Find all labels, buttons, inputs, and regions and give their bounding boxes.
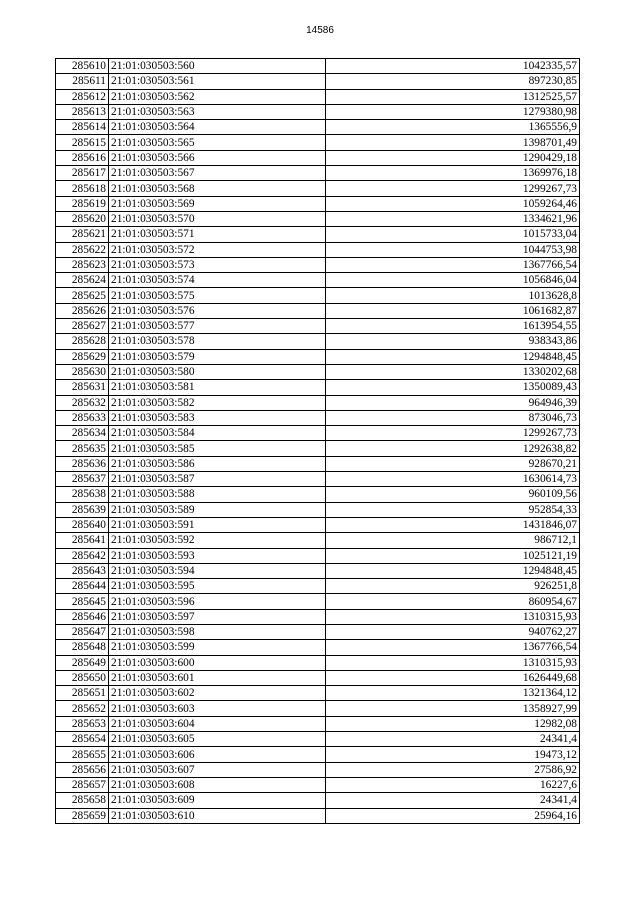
cadastral-value-cell: 1358927,99 [326,701,580,716]
row-number-cell: 285613 [56,104,109,119]
row-number-cell: 285638 [56,487,109,502]
table-row [56,273,580,288]
cadastral-value-cell: 860954,67 [326,594,580,609]
cadastral-number-cell: 21:01:030503:603 [109,701,326,716]
cadastral-number-cell: 21:01:030503:576 [109,303,326,318]
row-number-cell: 285632 [56,395,109,410]
table-row [56,563,580,578]
row-number-cell: 285616 [56,150,109,165]
table-row [56,319,580,334]
cadastral-number-cell: 21:01:030503:593 [109,548,326,563]
cadastral-number-cell: 21:01:030503:560 [109,59,326,74]
row-number-cell: 285615 [56,135,109,150]
cadastral-number-cell: 21:01:030503:570 [109,211,326,226]
cadastral-value-cell: 12982,08 [326,716,580,731]
page-number: 14586 [306,25,334,36]
cadastral-value-cell: 1061682,87 [326,303,580,318]
table-row [56,288,580,303]
row-number-cell: 285639 [56,502,109,517]
cadastral-number-cell: 21:01:030503:566 [109,150,326,165]
row-number-cell: 285622 [56,242,109,257]
cadastral-number-cell: 21:01:030503:580 [109,364,326,379]
row-number-cell: 285650 [56,670,109,685]
table-row [56,395,580,410]
table-row [56,472,580,487]
cadastral-value-cell: 19473,12 [326,747,580,762]
cadastral-number-cell: 21:01:030503:592 [109,533,326,548]
cadastral-value-cell: 873046,73 [326,410,580,425]
row-number-cell: 285641 [56,533,109,548]
cadastral-value-cell: 16227,6 [326,777,580,792]
row-number-cell: 285628 [56,334,109,349]
table-row [56,762,580,777]
cadastral-value-cell: 1056846,04 [326,273,580,288]
row-number-cell: 285634 [56,426,109,441]
table-row [56,380,580,395]
cadastral-number-cell: 21:01:030503:584 [109,426,326,441]
row-number-cell: 285627 [56,319,109,334]
row-number-cell: 285633 [56,410,109,425]
table-row [56,609,580,624]
cadastral-value-cell: 960109,56 [326,487,580,502]
cadastral-number-cell: 21:01:030503:568 [109,181,326,196]
table-row [56,747,580,762]
cadastral-number-cell: 21:01:030503:600 [109,655,326,670]
table-row [56,59,580,74]
cadastral-value-cell: 1059264,46 [326,196,580,211]
cadastral-value-cell: 24341,4 [326,793,580,808]
row-number-cell: 285612 [56,89,109,104]
table-row [56,74,580,89]
table-row [56,732,580,747]
cadastral-number-cell: 21:01:030503:596 [109,594,326,609]
row-number-cell: 285644 [56,579,109,594]
row-number-cell: 285643 [56,563,109,578]
cadastral-number-cell: 21:01:030503:598 [109,624,326,639]
row-number-cell: 285654 [56,732,109,747]
cadastral-value-cell: 1367766,54 [326,257,580,272]
row-number-cell: 285623 [56,257,109,272]
row-number-cell: 285651 [56,686,109,701]
cadastral-value-cell: 964946,39 [326,395,580,410]
cadastral-number-cell: 21:01:030503:572 [109,242,326,257]
table-row [56,701,580,716]
table-row [56,533,580,548]
table-row [56,410,580,425]
cadastral-value-cell: 926251,8 [326,579,580,594]
cadastral-value-cell: 1044753,98 [326,242,580,257]
row-number-cell: 285626 [56,303,109,318]
table-row [56,456,580,471]
cadastral-value-cell: 1294848,45 [326,349,580,364]
table-row [56,104,580,119]
cadastral-value-cell: 24341,4 [326,732,580,747]
cadastral-value-cell: 1292638,82 [326,441,580,456]
row-number-cell: 285618 [56,181,109,196]
cadastral-value-cell: 1367766,54 [326,640,580,655]
row-number-cell: 285637 [56,472,109,487]
cadastral-number-cell: 21:01:030503:601 [109,670,326,685]
cadastral-number-cell: 21:01:030503:591 [109,517,326,532]
cadastral-number-cell: 21:01:030503:583 [109,410,326,425]
row-number-cell: 285648 [56,640,109,655]
table-row [56,181,580,196]
table-row [56,716,580,731]
table-row [56,793,580,808]
cadastral-number-cell: 21:01:030503:574 [109,273,326,288]
cadastral-value-cell: 1613954,55 [326,319,580,334]
cadastral-number-cell: 21:01:030503:605 [109,732,326,747]
cadastral-value-cell: 1025121,19 [326,548,580,563]
row-number-cell: 285630 [56,364,109,379]
cadastral-number-cell: 21:01:030503:581 [109,380,326,395]
cadastral-number-cell: 21:01:030503:561 [109,74,326,89]
cadastral-value-cell: 1350089,43 [326,380,580,395]
table-row [56,166,580,181]
table-row [56,334,580,349]
table-row [56,426,580,441]
cadastral-number-cell: 21:01:030503:607 [109,762,326,777]
cadastral-value-cell: 1321364,12 [326,686,580,701]
cadastral-number-cell: 21:01:030503:582 [109,395,326,410]
cadastral-number-cell: 21:01:030503:606 [109,747,326,762]
cadastral-value-cell: 897230,85 [326,74,580,89]
cadastral-value-cell: 1398701,49 [326,135,580,150]
table-row [56,242,580,257]
cadastral-number-cell: 21:01:030503:597 [109,609,326,624]
cadastral-value-cell: 27586,92 [326,762,580,777]
cadastral-number-cell: 21:01:030503:604 [109,716,326,731]
cadastral-value-cell: 938343,86 [326,334,580,349]
table-row [56,686,580,701]
table-row [56,655,580,670]
cadastral-value-cell: 1365556,9 [326,120,580,135]
cadastral-value-cell: 1299267,73 [326,181,580,196]
cadastral-number-cell: 21:01:030503:599 [109,640,326,655]
table-row [56,579,580,594]
row-number-cell: 285647 [56,624,109,639]
table-row [56,349,580,364]
row-number-cell: 285656 [56,762,109,777]
cadastral-number-cell: 21:01:030503:602 [109,686,326,701]
cadastral-number-cell: 21:01:030503:610 [109,808,326,823]
cadastral-value-cell: 25964,16 [326,808,580,823]
cadastral-number-cell: 21:01:030503:567 [109,166,326,181]
cadastral-value-cell: 928670,21 [326,456,580,471]
row-number-cell: 285636 [56,456,109,471]
table-row [56,120,580,135]
cadastral-value-cell: 952854,33 [326,502,580,517]
cadastral-number-cell: 21:01:030503:575 [109,288,326,303]
cadastral-value-cell: 1630614,73 [326,472,580,487]
table-row [56,640,580,655]
row-number-cell: 285649 [56,655,109,670]
cadastral-value-cell: 1312525,57 [326,89,580,104]
row-number-cell: 285657 [56,777,109,792]
table-row [56,211,580,226]
row-number-cell: 285655 [56,747,109,762]
table-row [56,517,580,532]
row-number-cell: 285635 [56,441,109,456]
row-number-cell: 285620 [56,211,109,226]
table-row [56,303,580,318]
row-number-cell: 285652 [56,701,109,716]
table-row [56,135,580,150]
row-number-cell: 285659 [56,808,109,823]
cadastral-number-cell: 21:01:030503:573 [109,257,326,272]
table-row [56,502,580,517]
cadastral-number-cell: 21:01:030503:609 [109,793,326,808]
cadastral-number-cell: 21:01:030503:577 [109,319,326,334]
cadastral-number-cell: 21:01:030503:578 [109,334,326,349]
cadastral-value-cell: 1279380,98 [326,104,580,119]
row-number-cell: 285624 [56,273,109,288]
cadastral-number-cell: 21:01:030503:585 [109,441,326,456]
table-row [56,441,580,456]
row-number-cell: 285640 [56,517,109,532]
cadastral-number-cell: 21:01:030503:586 [109,456,326,471]
cadastral-number-cell: 21:01:030503:594 [109,563,326,578]
row-number-cell: 285611 [56,74,109,89]
cadastral-number-cell: 21:01:030503:562 [109,89,326,104]
table-row [56,89,580,104]
row-number-cell: 285646 [56,609,109,624]
cadastral-value-cell: 940762,27 [326,624,580,639]
table-row [56,594,580,609]
row-number-cell: 285625 [56,288,109,303]
cadastral-number-cell: 21:01:030503:595 [109,579,326,594]
table-row [56,808,580,823]
row-number-cell: 285645 [56,594,109,609]
table-row [56,487,580,502]
cadastral-number-cell: 21:01:030503:564 [109,120,326,135]
row-number-cell: 285617 [56,166,109,181]
table-row [56,227,580,242]
cadastral-number-cell: 21:01:030503:588 [109,487,326,502]
row-number-cell: 285642 [56,548,109,563]
cadastral-number-cell: 21:01:030503:587 [109,472,326,487]
table-row [56,624,580,639]
table-body [56,59,580,824]
cadastral-value-table [55,58,580,824]
cadastral-number-cell: 21:01:030503:569 [109,196,326,211]
cadastral-value-cell: 1330202,68 [326,364,580,379]
row-number-cell: 285614 [56,120,109,135]
cadastral-value-cell: 1334621,96 [326,211,580,226]
cadastral-number-cell: 21:01:030503:565 [109,135,326,150]
cadastral-number-cell: 21:01:030503:608 [109,777,326,792]
table-row [56,257,580,272]
row-number-cell: 285629 [56,349,109,364]
table-row [56,777,580,792]
table-row [56,670,580,685]
cadastral-value-cell: 1290429,18 [326,150,580,165]
table-row [56,364,580,379]
cadastral-value-cell: 1431846,07 [326,517,580,532]
table-row [56,196,580,211]
row-number-cell: 285621 [56,227,109,242]
cadastral-number-cell: 21:01:030503:589 [109,502,326,517]
cadastral-value-cell: 1299267,73 [326,426,580,441]
table-row [56,548,580,563]
row-number-cell: 285610 [56,59,109,74]
cadastral-value-cell: 1369976,18 [326,166,580,181]
cadastral-value-cell: 1042335,57 [326,59,580,74]
row-number-cell: 285619 [56,196,109,211]
row-number-cell: 285653 [56,716,109,731]
cadastral-value-cell: 1310315,93 [326,655,580,670]
cadastral-value-cell: 1013628,8 [326,288,580,303]
row-number-cell: 285631 [56,380,109,395]
cadastral-value-cell: 986712,1 [326,533,580,548]
cadastral-value-cell: 1294848,45 [326,563,580,578]
cadastral-number-cell: 21:01:030503:563 [109,104,326,119]
cadastral-value-cell: 1626449,68 [326,670,580,685]
cadastral-value-cell: 1015733,04 [326,227,580,242]
cadastral-number-cell: 21:01:030503:571 [109,227,326,242]
cadastral-number-cell: 21:01:030503:579 [109,349,326,364]
row-number-cell: 285658 [56,793,109,808]
cadastral-value-cell: 1310315,93 [326,609,580,624]
table-row [56,150,580,165]
